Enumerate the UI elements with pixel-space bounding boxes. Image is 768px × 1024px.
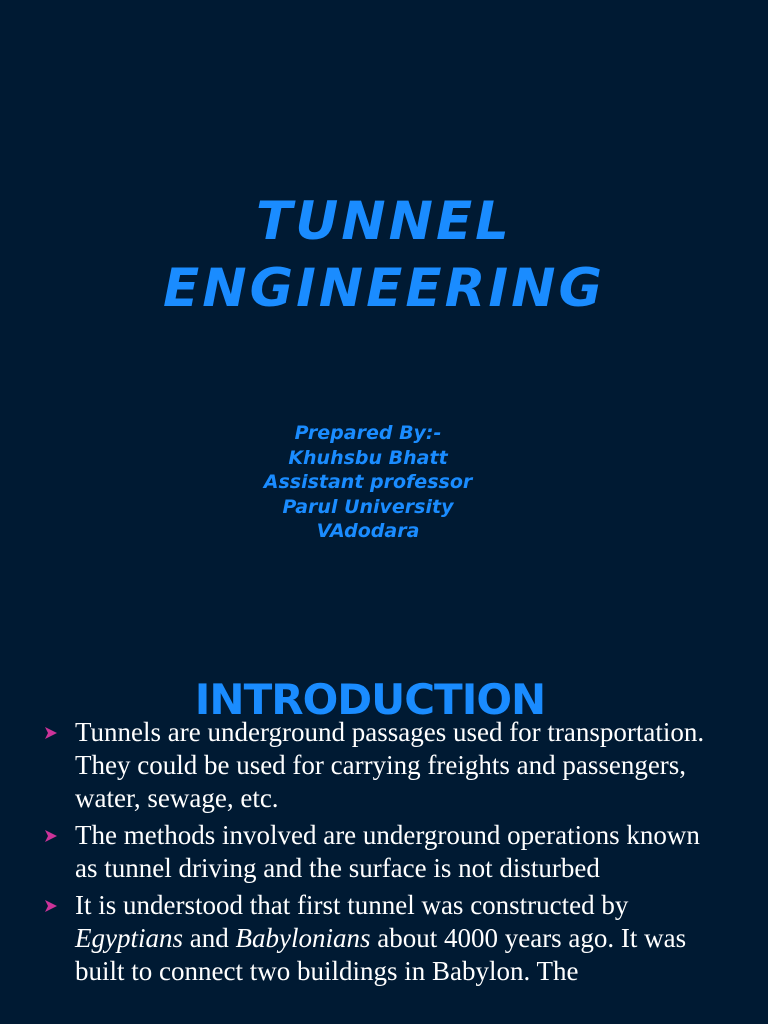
text-run: and: [183, 923, 236, 953]
bullet-text: The methods involved are underground operations known as tunnel driving and the surface is not disturbed: [75, 820, 700, 883]
slide-title: [0, 188, 768, 322]
slide-title-line-1: TUNNEL: [256, 190, 512, 252]
bullet-item: [44, 716, 724, 815]
italic-text-babylonians: Babylonians: [235, 923, 371, 953]
author-credits: [0, 421, 736, 544]
slide-title-line-2: ENGINEERING: [163, 257, 605, 319]
credits-city: VAdodara: [316, 520, 420, 543]
arrowhead-bullet-icon: [44, 726, 58, 740]
text-run: about 4000 years ago. It was built to connect two buildings in Babylon. The: [75, 923, 687, 986]
bullet-list: [44, 716, 724, 992]
italic-text-egyptians: Egyptians: [75, 923, 183, 953]
bullet-text: [75, 890, 686, 986]
arrowhead-bullet-icon: [44, 829, 58, 843]
bullet-item: [44, 819, 724, 885]
section-heading: INTRODUCTION: [194, 674, 546, 724]
credits-institution: Parul University: [282, 495, 454, 518]
bullet-text: Tunnels are underground passages used for transportation. They could be used for carrying freights and passengers, water, sewage, etc.: [75, 717, 705, 813]
arrowhead-bullet-icon: [44, 899, 58, 913]
credits-prepared-by: Prepared By:-: [294, 422, 442, 444]
bullet-item: [44, 889, 724, 988]
credits-author-position: Assistant professor: [263, 471, 473, 494]
credits-author-name: Khuhsbu Bhatt: [288, 446, 448, 469]
text-run: It is understood that first tunnel was constructed by: [75, 890, 629, 920]
